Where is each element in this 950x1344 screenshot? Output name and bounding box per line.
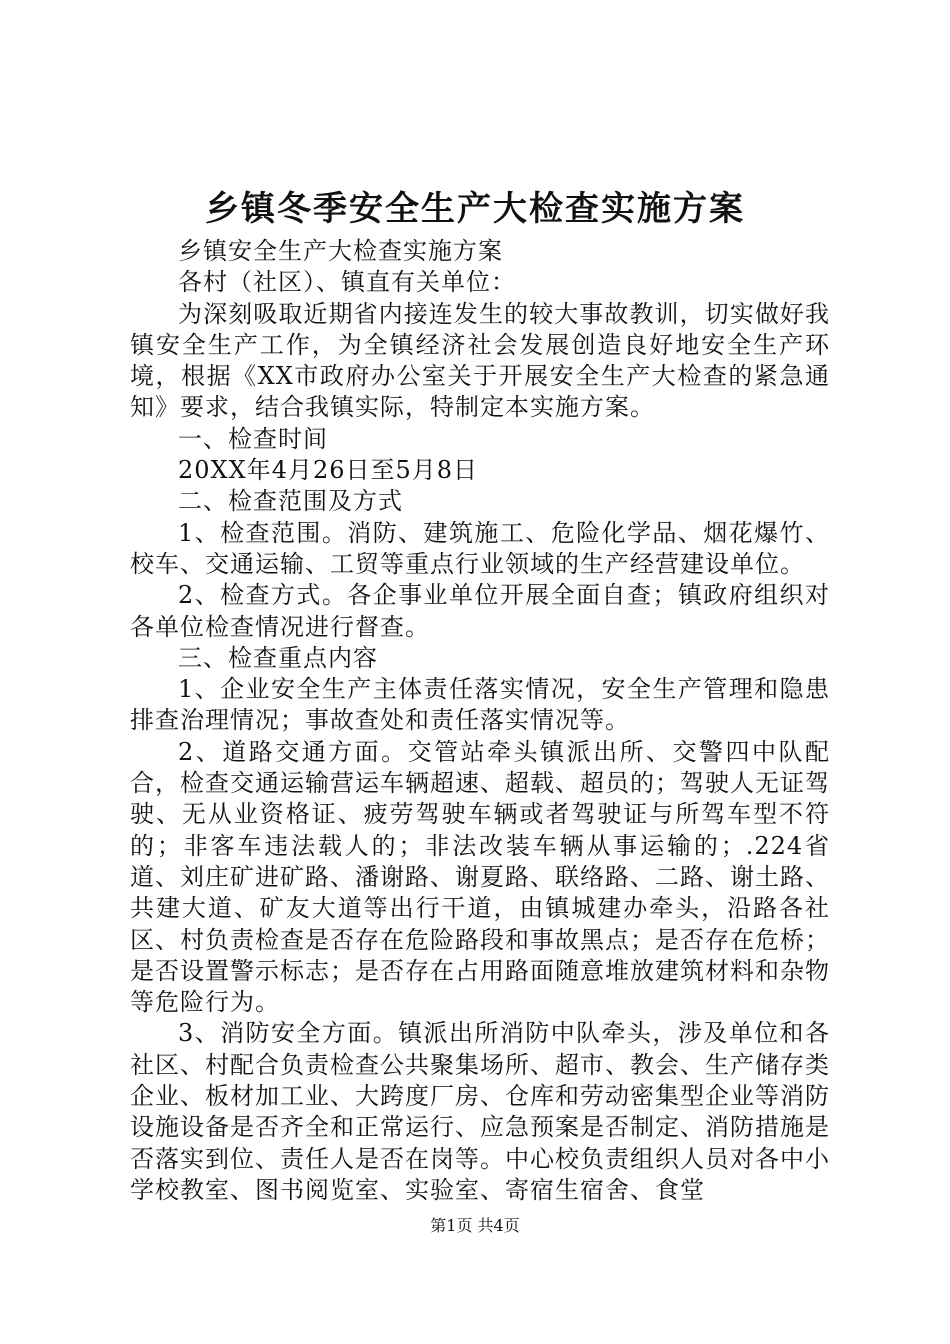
section-heading: 二、检查范围及方式 (178, 487, 403, 516)
section-heading: 一、检查时间 (178, 424, 328, 453)
paragraph: 1、企业安全生产主体责任落实情况，安全生产管理和隐患排查治理情况；事故查处和责任落实情况等。 (130, 675, 830, 735)
paragraph: 2、道路交通方面。交管站牵头镇派出所、交警四中队配合，检查交通运输营运车辆超速、超载、超员的；驾驶人无证驾驶、无从业资格证、疲劳驾驶车辆或者驾驶证与所驾车型不符的；非客车违法载人的；非法改装车辆从事运输的；.224省道、刘庄矿进矿路、潘谢路、谢夏路、联络路、二路、谢土路、共建大道、矿友大道等出行干道，由镇城建办牵头，沿路各社区、村负责检查是否存在危险路段和事故黑点；是否存在危桥；是否设置警示标志；是否存在占用路面随意堆放建筑材料和杂物等危险行为。 (130, 737, 830, 1017)
paragraph: 乡镇安全生产大检查实施方案 (178, 237, 503, 265)
paragraph: 1、检查范围。消防、建筑施工、危险化学品、烟花爆竹、校车、交通运输、工贸等重点行业领域的生产经营建设单位。 (130, 518, 830, 578)
section-heading: 三、检查重点内容 (178, 643, 378, 672)
document-title: 乡镇冬季安全生产大检查实施方案 (205, 189, 745, 229)
paragraph: 2、检查方式。各企事业单位开展全面自查；镇政府组织对各单位检查情况进行督查。 (130, 581, 830, 641)
paragraph: 各村（社区）、镇直有关单位： (178, 268, 516, 297)
paragraph: 为深刻吸取近期省内接连发生的较大事故教训，切实做好我镇安全生产工作，为全镇经济社会发展创造良好地安全生产环境，根据《XX市政府办公室关于开展安全生产大检查的紧急通知》要求，结合我镇实际，特制定本实施方案。 (130, 299, 830, 422)
paragraph: 3、消防安全方面。镇派出所消防中队牵头，涉及单位和各社区、村配合负责检查公共聚集场所、超市、教会、生产储存类企业、板材加工业、大跨度厂房、仓库和劳动密集型企业等消防设施设备是否齐全和正常运行、应急预案是否制定、消防措施是否落实到位、责任人是否在岗等。中心校负责组织人员对各中小学校教室、图书阅览室、实验室、寄宿生宿舍、食堂 (130, 1019, 830, 1204)
document-body (130, 236, 830, 1206)
page-footer: 第1页 共4页 (430, 1216, 520, 1235)
paragraph: 20XX年4月26日至5月8日 (178, 456, 479, 485)
